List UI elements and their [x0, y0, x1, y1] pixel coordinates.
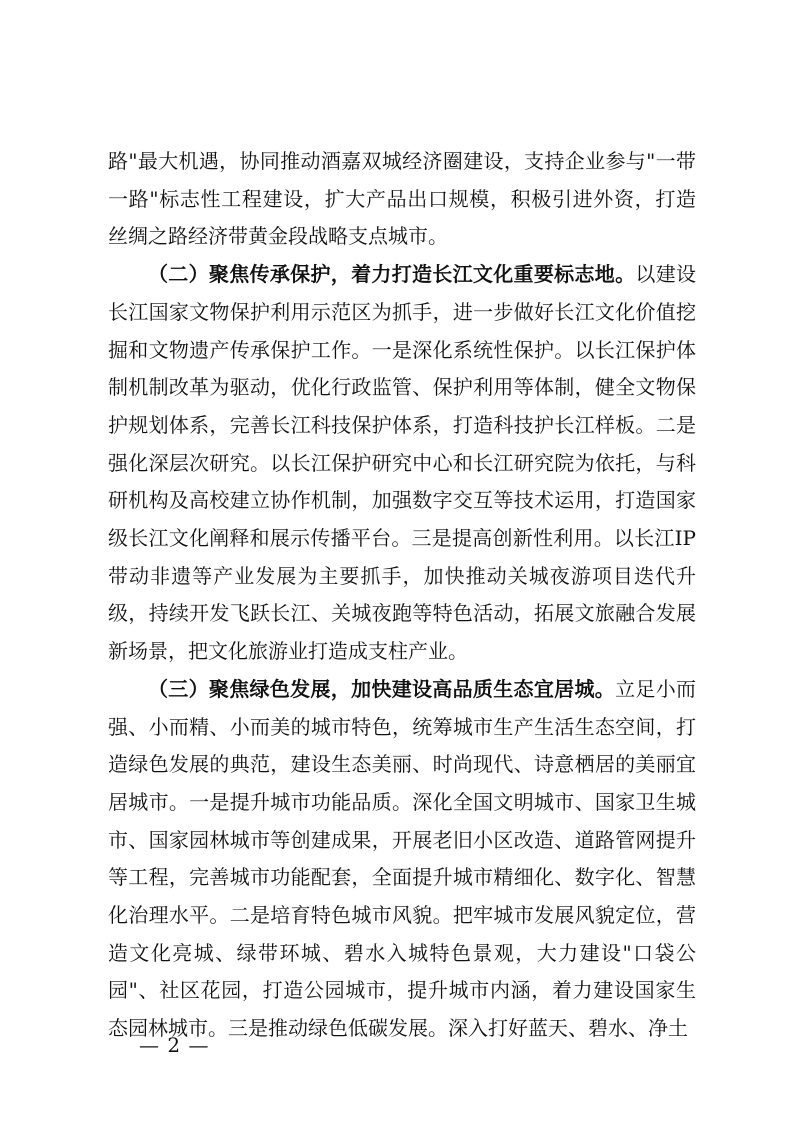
- paragraph-1: [108, 143, 696, 256]
- paragraph-2: [108, 256, 696, 671]
- body-text: [108, 143, 696, 1048]
- paragraph-1-text: 路"最大机遇，协同推动酒嘉双城经济圈建设，支持企业参与"一带一路"标志性工程建设，扩大产品出口规模，积极引进外资，打造丝绸之路经济带黄金段战略支点城市。: [108, 149, 696, 249]
- page-number: — 2 —: [139, 1033, 210, 1057]
- paragraph-3: [108, 671, 696, 1048]
- paragraph-3-text: 立足小而强、小而精、小而美的城市特色，统筹城市生产生活生态空间，打造绿色发展的典范，建设生态美丽、时尚现代、诗意栖居的美丽宜居城市。一是提升城市功能品质。深化全国文明城市、国家卫生城市、国家园林城市等创建成果，开展老旧小区改造、道路管网提升等工程，完善城市功能配套，全面提升城市精细化、数字化、智慧化治理水平。二是培育特色城市风貌。把牢城市发展风貌定位，营造文化亮城、绿带环城、碧水入城特色景观，大力建设"口袋公园"、社区花园，打造公园城市，提升城市内涵，着力建设国家生态园林城市。三是推动绿色低碳发展。深入打好蓝天、碧水、净土: [108, 676, 697, 1041]
- paragraph-3-heading: （三）聚焦绿色发展，加快建设高品质生态宜居城。: [148, 676, 616, 701]
- paragraph-2-text: 以建设长江国家文物保护利用示范区为抓手，进一步做好长江文化价值挖掘和文物遗产传承保护工作。一是深化系统性保护。以长江保护体制机制改革为驱动，优化行政监管、保护利用等体制，健全文物保护规划体系，完善长江科技保护体系，打造科技护长江样板。二是强化深层次研究。以长江保护研究中心和长江研究院为依托，与科研机构及高校建立协作机制，加强数字交互等技术运用，打造国家级长江文化阐释和展示传播平台。三是提高创新性利用。以长江IP带动非遗等产业发展为主要抓手，加快推动关城夜游项目迭代升级，持续开发飞跃长江、关城夜跑等特色活动，拓展文旅融合发展新场景，把文化旅游业打造成支柱产业。: [108, 262, 697, 664]
- paragraph-2-heading: （二）聚焦传承保护，着力打造长江文化重要标志地。: [148, 262, 636, 287]
